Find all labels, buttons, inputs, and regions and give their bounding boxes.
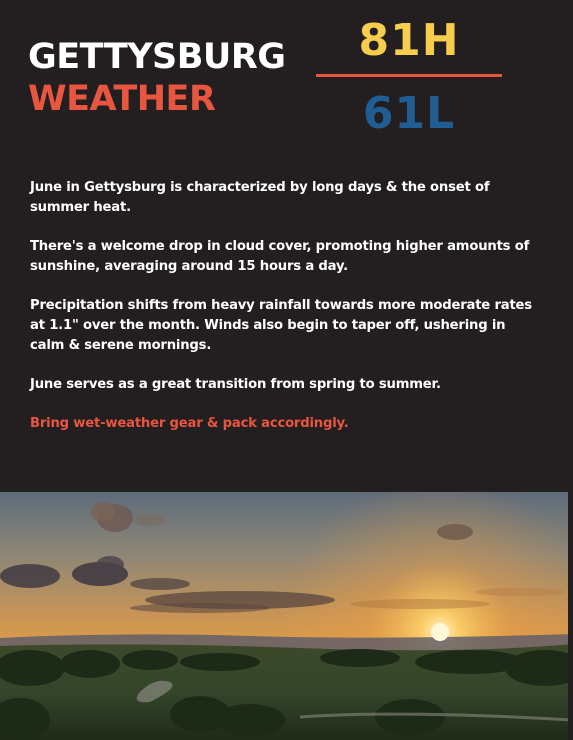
temperature-divider [316,74,502,77]
sun [431,623,449,641]
callout-text: Bring wet-weather gear & pack accordingly. [30,416,349,431]
photo-edge [568,492,573,740]
paragraph-intro: June in Gettysburg is characterized by long days & the onset of summer heat. [30,180,490,215]
low-temperature: 61L [362,88,456,139]
paragraph-transition: June serves as a great transition from spring to summer. [30,377,441,392]
sunset-landscape-photo [0,492,573,740]
title-weather: WEATHER [28,79,216,119]
temperature-block [316,14,502,141]
high-temperature: 81H [358,15,460,66]
page-title [28,36,286,120]
paragraph-sunshine: There's a welcome drop in cloud cover, promoting higher amounts of sunshine, averaging around 15 hours a day. [30,239,530,274]
description-text [30,178,540,453]
sunset-landscape-illustration [0,492,573,740]
title-city: GETTYSBURG [28,37,286,77]
paragraph-precipitation: Precipitation shifts from heavy rainfall towards more moderate rates at 1.1" over the month. Winds also begin to taper off, ushering in calm & serene mornings. [30,298,532,353]
